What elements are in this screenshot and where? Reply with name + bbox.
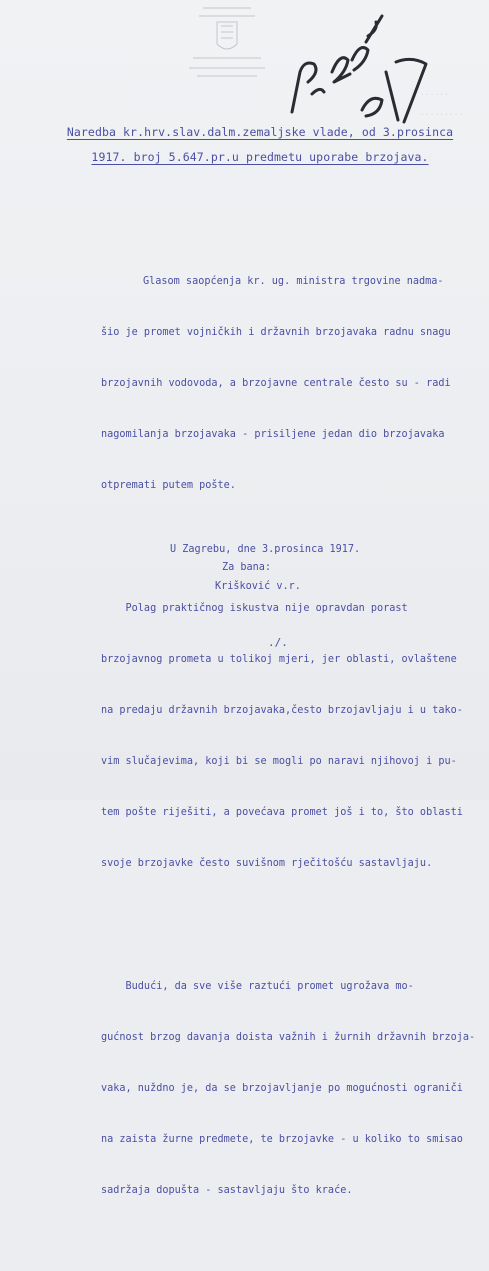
body-line: vaka, nuždno je, da se brzojavljanje po mogućnosti ograniči <box>101 1083 463 1094</box>
place-date: U Zagrebu, dne 3.prosinca 1917. <box>170 544 361 555</box>
body-line: na zaista žurne predmete, te brzojavke - u koliko to smisao <box>101 1134 463 1145</box>
signature: Krišković v.r. <box>215 581 301 592</box>
body-line: Budući, da sve više raztući promet ugrožava mo- <box>101 981 414 992</box>
body-line: brzojavnih vodovoda, a brzojavne centrale često su - radi <box>101 378 451 389</box>
body-line: Polag praktičnog iskustva nije opravdan porast <box>101 603 408 614</box>
decree-title-line-1: Naredba kr.hrv.slav.dalm.zemaljske vlade, od 3.prosinca <box>66 125 454 139</box>
for-ban-label: Za bana: <box>222 562 272 573</box>
body-line: otpremati putem pošte. <box>101 480 236 491</box>
embossed-seal-icon <box>163 0 291 82</box>
body-line: na predaju državnih brzojavaka,često brzojavljaju i u tako- <box>101 705 463 716</box>
body-line: svoje brzojavke često suvišnom rječitošću sastavljaju. <box>101 858 433 869</box>
body-line: brzojavnog prometa u tolikoj mjeri, jer oblasti, ovlaštene <box>101 654 457 665</box>
body-line: sadržaja dopušta - sastavljaju što kraće. <box>101 1185 353 1196</box>
body-line: nagomilanja brzojavaka - prisiljene jedan dio brzojavaka <box>101 429 445 440</box>
body-line: šio je promet vojničkih i državnih brzojavaka radnu snagu <box>101 327 451 338</box>
body-line: vim slučajevima, koji bi se mogli po naravi njihovoj i pu- <box>101 756 457 767</box>
body-line: gućnost brzog davanja doista važnih i žurnih državnih brzoja- <box>101 1032 476 1043</box>
body-line: Glasom saopćenja kr. ug. ministra trgovine nadma- <box>143 276 444 287</box>
bleed-through-text: ......... <box>420 108 464 117</box>
bleed-through-text: ...... <box>420 88 449 97</box>
body-line: tem pošte riješiti, a povećava promet još i to, što oblasti <box>101 807 463 818</box>
paragraph-3 <box>101 944 476 1233</box>
decree-title-line-2: 1917. broj 5.647.pr.u predmetu uporabe brzojava. <box>91 150 429 164</box>
decree-body <box>101 205 476 1271</box>
paragraph-1 <box>101 239 471 528</box>
end-mark: ./. <box>268 636 288 649</box>
paragraph-2 <box>101 566 471 906</box>
